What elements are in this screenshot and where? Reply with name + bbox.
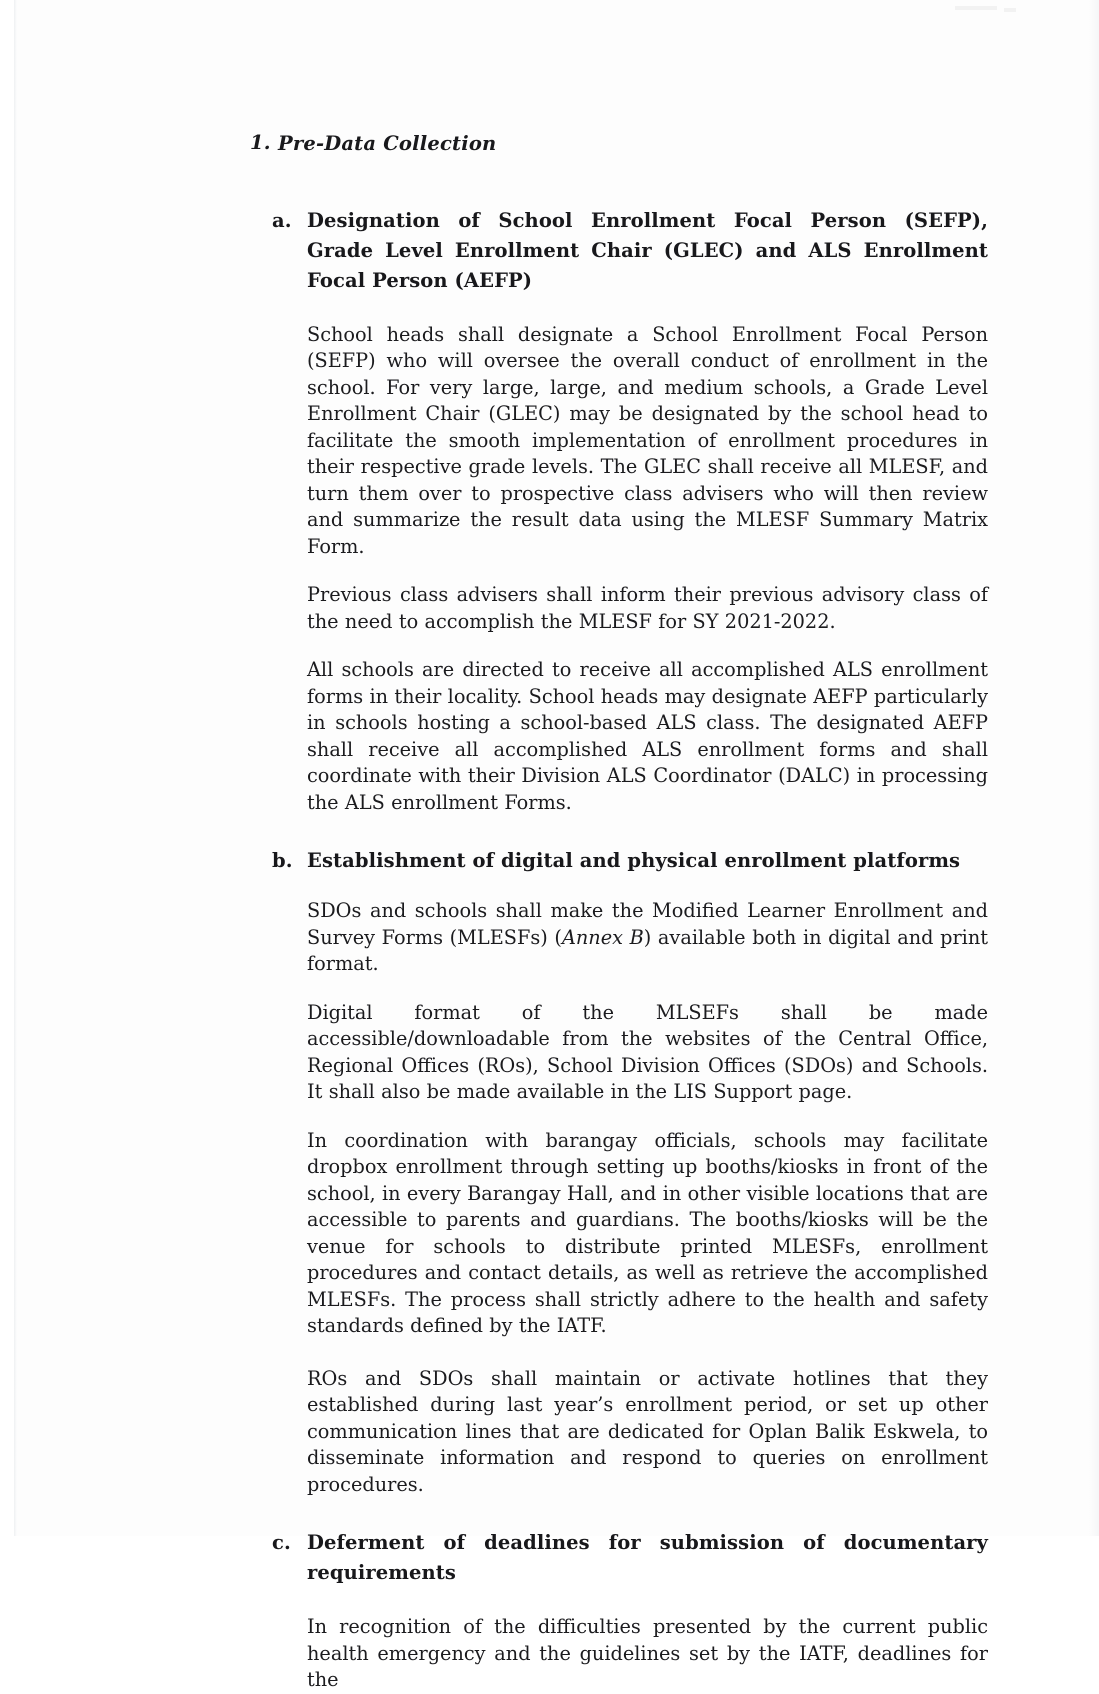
section-title: Pre-Data Collection — [278, 132, 497, 155]
subsection-marker-c: c. — [272, 1531, 291, 1554]
subsection-heading-b — [0, 846, 1099, 876]
subsection-title-a: Designation of School Enrollment Focal Person (SEFP), Grade Level Enrollment Chair (GLEC) and ALS Enrollment Focal Person (AEFP) — [307, 208, 988, 292]
annex-reference: Annex B — [561, 925, 644, 949]
section-number: 1. — [250, 131, 271, 154]
subsection-marker-b: b. — [272, 849, 293, 872]
paragraph: ROs and SDOs shall maintain or activate hotlines that they established during last year’s enrollment period, or set up other communication lines that are dedicated for Oplan Balik Eskwela, to disseminate information and respond to queries on enrollment procedures. — [307, 1366, 988, 1496]
subsection-title-c: Deferment of deadlines for submission of documentary requirements — [307, 1531, 988, 1584]
paragraph: School heads shall designate a School Enrollment Focal Person (SEFP) who will oversee the overall conduct of enrollment in the school. For very large, large, and medium schools, a Grade Level Enrollment Chair (GLEC) may be designated by the school head to facilitate the smooth implementation of enrollment procedures in their respective grade levels. The GLEC shall receive all MLESF, and turn them over to prospective class advisers who will then review and summarize the result data using the MLESF Summary Matrix Form. — [307, 322, 988, 558]
annex-text-suffix: ) available both in digital and print format. — [307, 925, 988, 975]
paragraph: Digital format of the MLSEFs shall be made accessible/downloadable from the websites of the Central Office, Regional Offices (ROs), School Division Offices (SDOs) and Schools. It shall also be made available in the LIS Support page. — [307, 1000, 988, 1103]
paragraph-annex — [0, 898, 1099, 978]
section-heading-1 — [0, 131, 1099, 158]
subsection-heading-a — [0, 206, 1099, 296]
subsection-heading-c — [0, 1528, 1099, 1588]
paragraph: All schools are directed to receive all accomplished ALS enrollment forms in their locality. School heads may designate AEFP particularly in schools hosting a school-based ALS class. The designated AEFP shall receive all accomplished ALS enrollment forms and shall coordinate with their Division ALS Coordinator (DALC) in processing the ALS enrollment Forms. — [307, 658, 989, 814]
annex-text-prefix: SDOs and schools shall make the Modified Learner Enrollment and Survey Forms (MLESFs) ( — [307, 899, 988, 949]
paragraph: In coordination with barangay officials, schools may facilitate dropbox enrollment through setting up booths/kiosks in front of the school, in every Barangay Hall, and in other visible locations that are accessible to parents and guardians. The booths/kiosks will be the venue for schools to distribute printed MLESFs, enrollment procedures and contact details, as well as retrieve the accomplished MLESFs. The process shall strictly adhere to the health and safety standards defined by the IATF. — [307, 1128, 988, 1337]
paragraph: Previous class advisers shall inform their previous advisory class of the need to accomplish the MLESF for SY 2021-2022. — [307, 583, 988, 633]
subsection-title-b: Establishment of digital and physical enrollment platforms — [307, 849, 961, 872]
subsection-marker-a: a. — [272, 208, 292, 232]
paragraph: In recognition of the difficulties presented by the current public health emergency and the guidelines set by the IATF, deadlines for the — [307, 1615, 988, 1691]
